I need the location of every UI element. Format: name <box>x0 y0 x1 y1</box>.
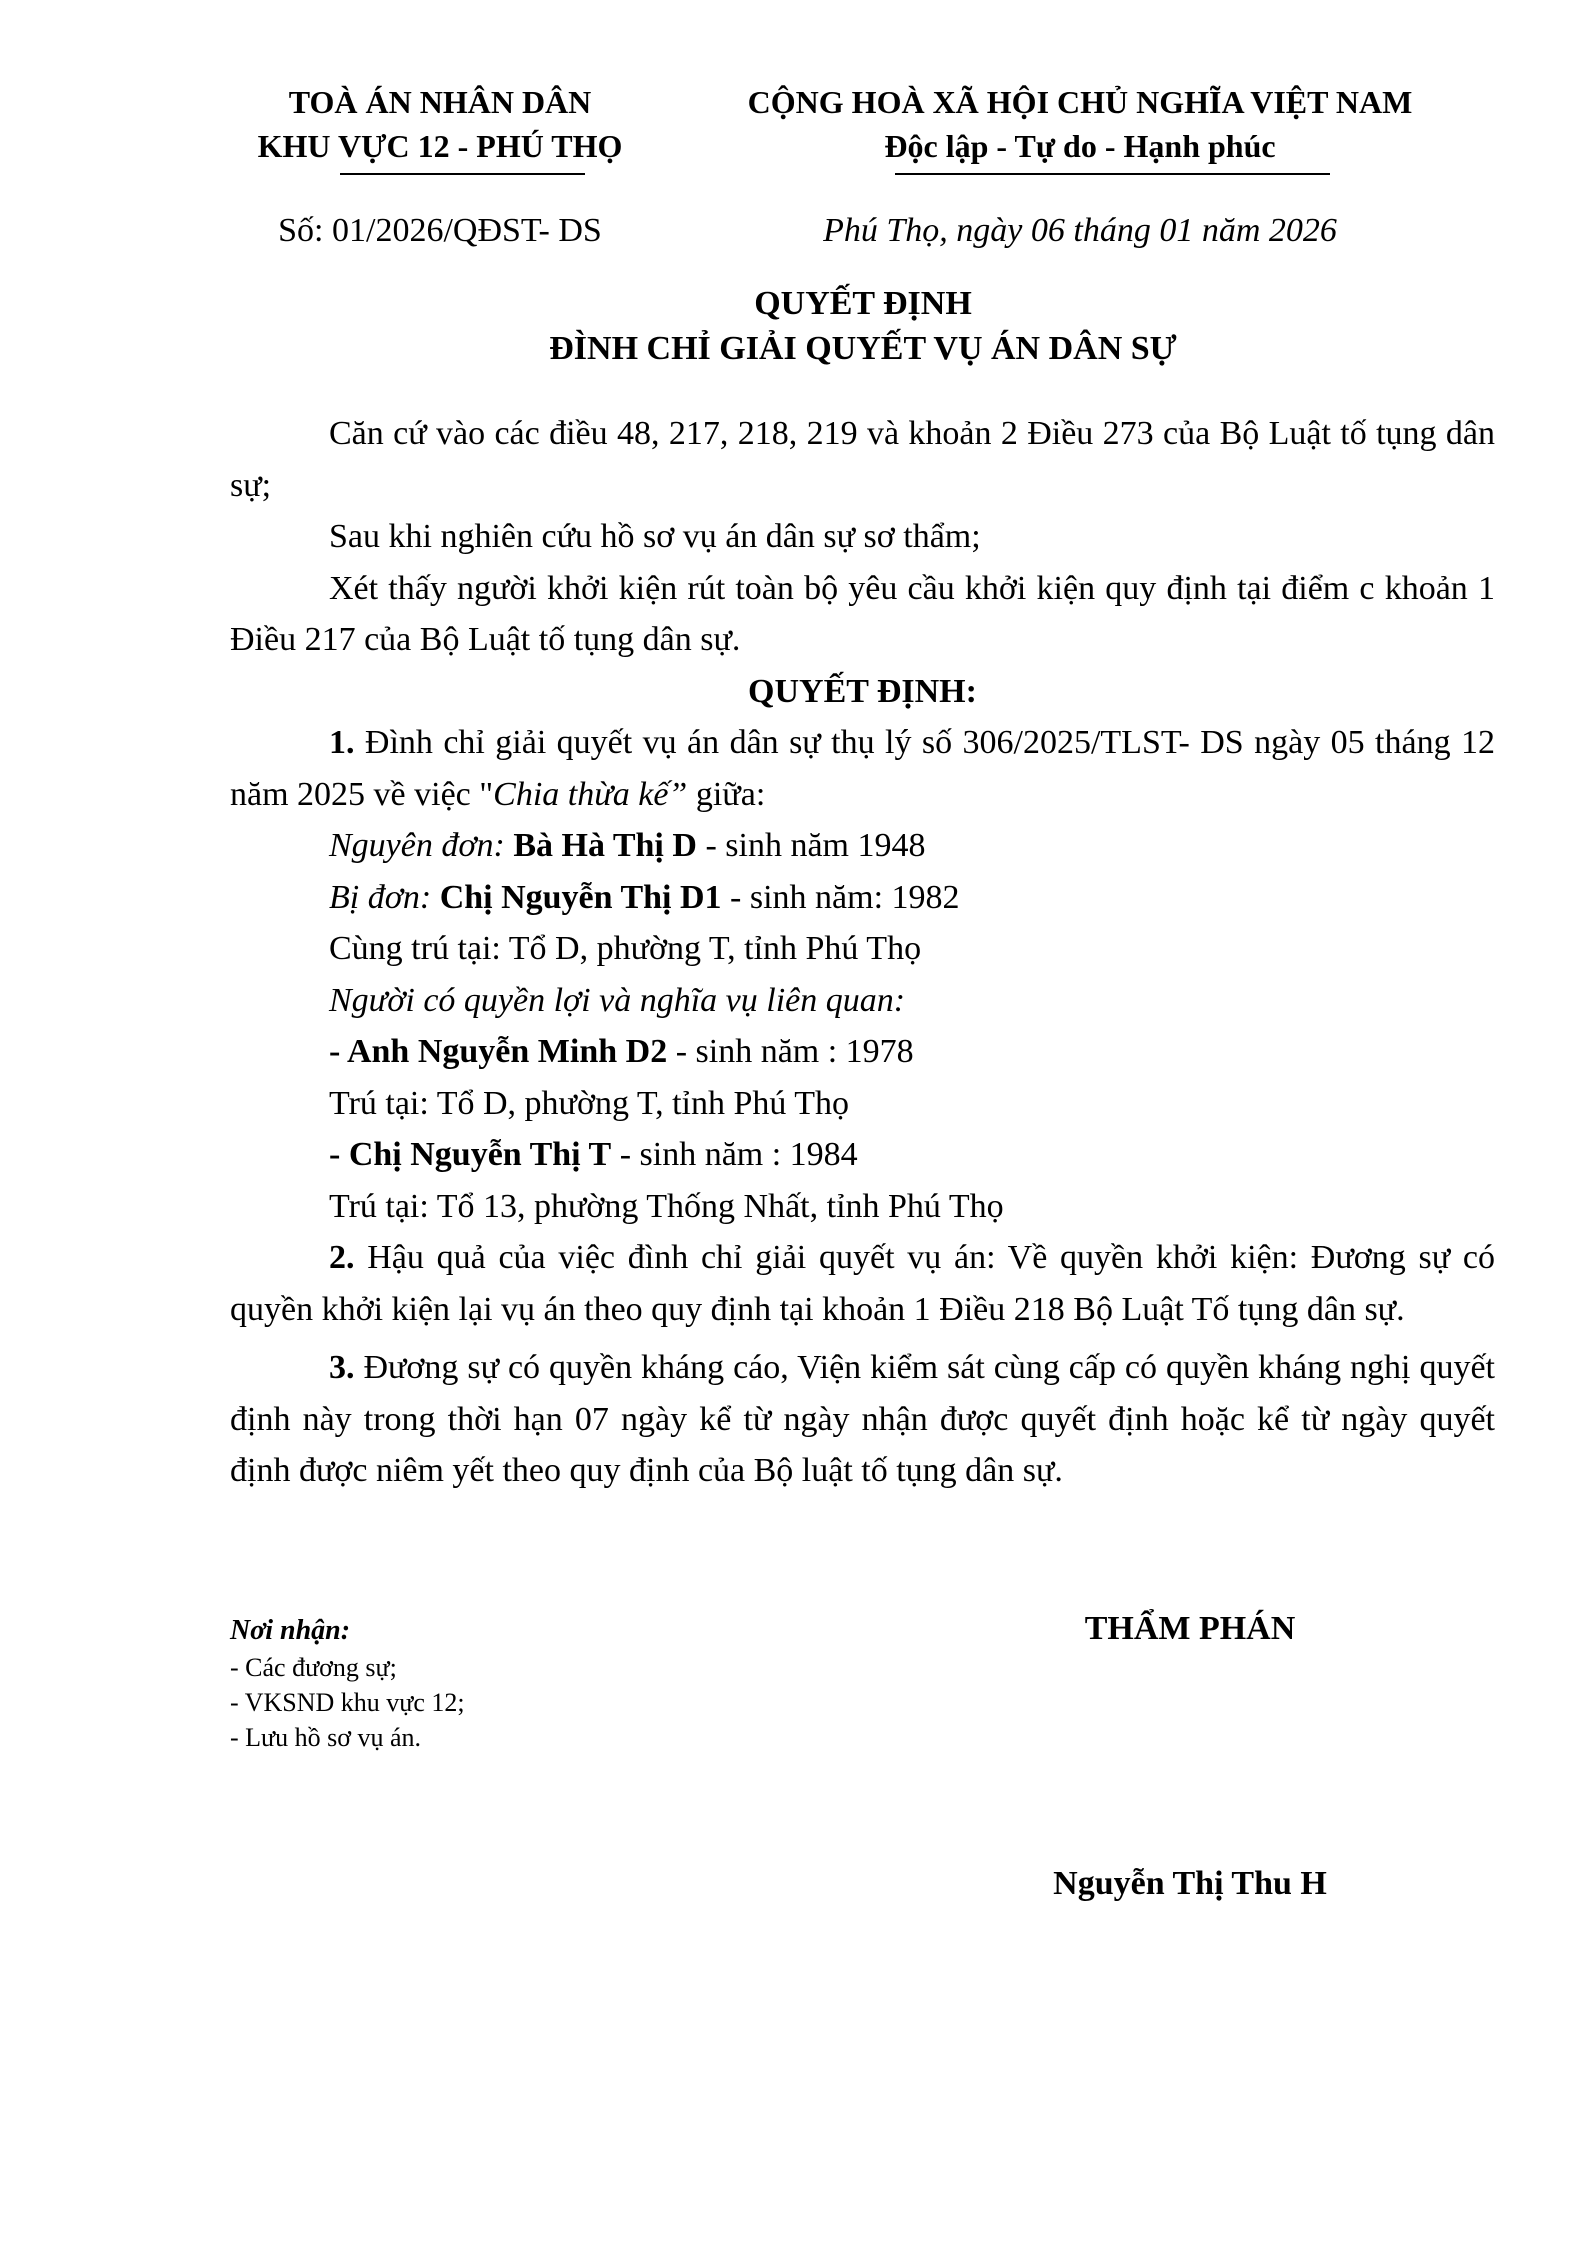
national-motto <box>700 80 1460 168</box>
item-text: giữa: <box>687 775 766 813</box>
plaintiff-info: - sinh năm 1948 <box>696 827 926 864</box>
decision-item-3 <box>230 1342 1495 1497</box>
recipient-item: - VKSND khu vực 12; <box>230 1688 465 1717</box>
related-person-2 <box>230 1129 1495 1181</box>
item-number: 1. <box>329 724 355 761</box>
plaintiff-name: Bà Hà Thị D <box>513 827 697 864</box>
place-date: Phú Thọ, ngày 06 tháng 01 năm 2026 <box>823 212 1337 249</box>
related-person-1-info: - sinh năm : 1978 <box>667 1033 914 1070</box>
preamble-paragraph: Xét thấy người khởi kiện rút toàn bộ yêu cầu khởi kiện quy định tại điểm c khoản 1 Điều 217 của Bộ Luật tố tụng dân sự. <box>230 569 1495 658</box>
document-body <box>230 408 1495 1497</box>
related-parties-label: Người có quyền lợi và nghĩa vụ liên quan: <box>329 981 906 1019</box>
related-person-2-info: - sinh năm : 1984 <box>611 1136 858 1173</box>
document-subtitle: ĐÌNH CHỈ GIẢI QUYẾT VỤ ÁN DÂN SỰ <box>549 330 1177 367</box>
recipients-label: Nơi nhận: <box>230 1615 351 1646</box>
item-text: Hậu quả của việc đình chỉ giải quyết vụ án: Về quyền khởi kiện: Đương sự có quyền khởi kiện lại vụ án theo quy định tại khoản 1 Điều 218 Bộ Luật Tố tụng dân sự. <box>230 1239 1495 1328</box>
preamble-paragraph: Căn cứ vào các điều 48, 217, 218, 219 và khoản 2 Điều 273 của Bộ Luật tố tụng dân sự; <box>230 415 1495 504</box>
judge-title: THẨM PHÁN <box>1084 1610 1296 1647</box>
court-name <box>230 80 650 168</box>
court-name-underline <box>340 173 585 175</box>
motto: Độc lập - Tự do - Hạnh phúc <box>884 128 1276 164</box>
related-person-1-address: Trú tại: Tổ D, phường T, tỉnh Phú Thọ <box>329 1084 850 1122</box>
defendant-info: - sinh năm: 1982 <box>721 878 960 916</box>
recipient-item: - Các đương sự; <box>230 1653 397 1682</box>
item-number: 2. <box>329 1239 355 1276</box>
decision-item-2 <box>230 1232 1495 1335</box>
plaintiff-line <box>230 820 1495 872</box>
court-name-line1: TOÀ ÁN NHÂN DÂN <box>288 84 592 120</box>
judge-name: Nguyễn Thị Thu H <box>1053 1865 1327 1902</box>
item-number: 3. <box>329 1349 355 1386</box>
recipient-item: - Lưu hồ sơ vụ án. <box>230 1723 422 1752</box>
related-person-2-address: Trú tại: Tổ 13, phường Thống Nhất, tỉnh Phú Thọ <box>329 1187 1004 1225</box>
preamble-paragraph: Sau khi nghiên cứu hồ sơ vụ án dân sự sơ thẩm; <box>329 518 981 555</box>
decision-item-1 <box>230 717 1495 820</box>
case-type: Chia thừa kế” <box>493 775 688 813</box>
document-title: QUYẾT ĐỊNH <box>754 285 972 322</box>
document-number: Số: 01/2026/QĐST- DS <box>278 212 602 249</box>
decision-heading: QUYẾT ĐỊNH: <box>748 672 977 710</box>
defendant-line <box>230 872 1495 924</box>
item-text: Đình chỉ giải quyết vụ án dân sự thụ lý số 306/2025/TLST- DS ngày 05 tháng 12 năm 2025 về việc " <box>230 724 1495 813</box>
plaintiff-label: Nguyên đơn: <box>329 827 505 864</box>
motto-underline <box>895 173 1330 175</box>
recipients-block <box>230 1612 465 1755</box>
court-name-line2: KHU VỰC 12 - PHÚ THỌ <box>257 128 623 164</box>
defendant-label: Bị đơn: <box>329 878 432 916</box>
related-person-1-name: - Anh Nguyễn Minh D2 <box>329 1033 668 1070</box>
related-person-1 <box>230 1026 1495 1078</box>
related-person-2-name: - Chị Nguyễn Thị T <box>329 1136 612 1173</box>
defendant-name: Chị Nguyễn Thị D1 <box>439 878 722 916</box>
national-name: CỘNG HOÀ XÃ HỘI CHỦ NGHĨA VIỆT NAM <box>747 84 1413 120</box>
shared-address: Cùng trú tại: Tổ D, phường T, tỉnh Phú Thọ <box>329 930 922 967</box>
item-text: Đương sự có quyền kháng cáo, Viện kiểm sát cùng cấp có quyền kháng nghị quyết định này trong thời hạn 07 ngày kể từ ngày nhận được quyết định hoặc kể từ ngày quyết định được niêm yết theo quy định của Bộ luật tố tụng dân sự. <box>230 1349 1495 1489</box>
